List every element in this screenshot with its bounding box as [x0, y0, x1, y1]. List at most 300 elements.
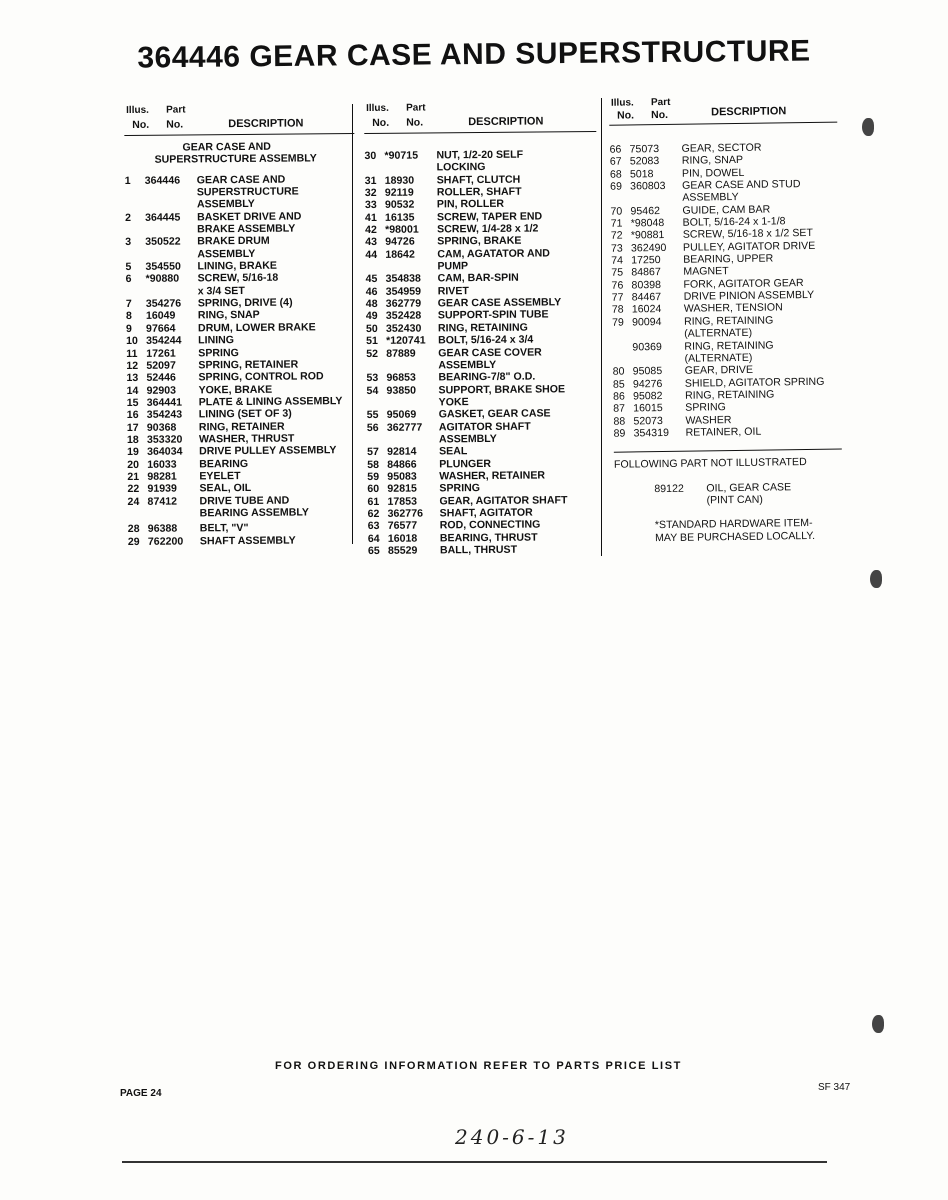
illus-number: 62: [367, 507, 380, 520]
header-part: Part: [406, 102, 426, 114]
part-number: 94726: [385, 235, 415, 249]
illus-number: 42: [365, 223, 377, 237]
part-description: BOLT, 5/16-24 x 1-1/8: [682, 215, 786, 229]
illus-number: 28: [127, 523, 140, 536]
illus-number: 43: [365, 236, 378, 249]
header-part-no: No.: [166, 118, 184, 131]
part-number: 352428: [385, 309, 422, 323]
part-number: *90881: [630, 229, 665, 242]
part-description: DRUM, LOWER BRAKE: [197, 321, 316, 335]
illus-number: [366, 360, 386, 373]
part-description: SUPERSTRUCTURE: [196, 185, 299, 199]
part-description: x 3/4 SET: [197, 284, 245, 298]
part-number: 354243: [146, 408, 183, 422]
illus-number: [125, 199, 145, 212]
part-description: RING, RETAINING: [437, 321, 528, 335]
standard-hardware-note-line1: *STANDARD HARDWARE ITEM-: [654, 517, 813, 532]
part-number: [632, 328, 684, 341]
illus-number: 3: [125, 236, 132, 249]
part-number: [145, 186, 197, 199]
part-description: SHAFT ASSEMBLY: [199, 534, 296, 548]
illus-number: [612, 329, 632, 342]
part-description: RETAINER, OIL: [685, 425, 762, 439]
oil-part-entry: [614, 480, 864, 508]
part-number: 17250: [631, 254, 661, 267]
header-illus-no: No.: [132, 118, 150, 131]
part-description: SUPPORT-SPIN TUBE: [437, 308, 549, 322]
illus-number: [610, 193, 630, 206]
illus-number: 10: [126, 335, 138, 348]
part-number: 364445: [145, 211, 181, 224]
part-description: NUT, 1/2-20 SELF: [436, 148, 524, 162]
part-description: GEAR CASE AND STUD: [682, 178, 801, 192]
part-description: BEARING ASSEMBLY: [199, 506, 309, 520]
part-number: 364034: [147, 445, 183, 459]
part-description: (ALTERNATE): [684, 351, 753, 365]
part-number: 354959: [385, 285, 422, 298]
part-description: WASHER, TENSION: [683, 301, 783, 316]
part-description: SPRING: [198, 346, 239, 359]
part-number: 95085: [632, 365, 663, 378]
part-description: ROLLER, SHAFT: [436, 185, 522, 199]
illus-number: [367, 397, 387, 410]
part-number: [632, 353, 684, 366]
table-row-continuation: [128, 506, 358, 520]
part-number: 95069: [386, 408, 417, 422]
part-number: *120741: [386, 334, 426, 347]
assembly-title: GEAR CASE AND: [182, 140, 271, 154]
part-number: 18642: [385, 248, 415, 261]
illus-number: 7: [125, 298, 132, 311]
part-number: 85529: [387, 544, 418, 557]
illus-number: 58: [367, 458, 380, 471]
part-description: PLUNGER: [439, 457, 492, 470]
part-description: (ALTERNATE): [684, 326, 753, 340]
part-description: SCREW, 5/16-18: [197, 272, 279, 285]
part-number: 362490: [630, 241, 667, 255]
part-description: BEARING, UPPER: [683, 252, 774, 266]
part-description: GUIDE, CAM BAR: [682, 203, 771, 217]
part-number: 90532: [384, 198, 415, 212]
part-description: GEAR CASE AND: [196, 173, 286, 187]
part-number: 91939: [147, 482, 177, 496]
part-description: SPRING, BRAKE: [437, 235, 522, 248]
part-description: PLATE & LINING ASSEMBLY: [198, 394, 343, 409]
column-divider: [601, 98, 602, 556]
parts-rows: [610, 140, 864, 440]
part-number: 354276: [145, 297, 182, 310]
part-description: ASSEMBLY: [438, 432, 497, 446]
part-number: 354838: [385, 272, 421, 286]
part-number: 354319: [633, 426, 670, 440]
illus-number: 64: [367, 532, 380, 545]
illus-number: 71: [610, 217, 623, 230]
part-number: 92815: [387, 482, 417, 496]
part-description: FORK, AGITATOR GEAR: [683, 276, 804, 291]
illus-number: 60: [367, 483, 380, 496]
part-number: 97664: [145, 322, 176, 335]
part-number: 90369: [632, 340, 662, 353]
part-description: PUMP: [437, 260, 469, 273]
illus-number: [612, 353, 632, 366]
part-description: SCREW, TAPER END: [436, 210, 543, 224]
part-description: ASSEMBLY: [438, 358, 497, 372]
part-number: 75073: [629, 143, 660, 156]
handwritten-note: 240-6-13: [455, 1125, 569, 1149]
illus-number: 41: [364, 211, 377, 224]
illus-number: [125, 224, 145, 237]
illus-number: 59: [367, 470, 380, 483]
part-number: 89122: [654, 482, 684, 495]
part-description: BRAKE ASSEMBLY: [197, 222, 296, 236]
part-number: 16049: [145, 310, 176, 323]
header-illus: Illus.: [366, 102, 389, 115]
part-description: PIN, ROLLER: [436, 198, 505, 211]
header-illus: Illus.: [126, 104, 149, 116]
header-illus-no: No.: [372, 116, 390, 129]
part-description: PIN, DOWEL: [681, 166, 745, 180]
part-description: ASSEMBLY: [197, 247, 256, 261]
illus-number: 86: [612, 390, 625, 403]
part-description: SEAL: [439, 445, 468, 458]
illus-number: 74: [611, 254, 624, 267]
part-number: [145, 248, 197, 261]
part-description: BALL, THRUST: [439, 543, 518, 557]
part-description: DRIVE PINION ASSEMBLY: [683, 289, 815, 303]
part-number: 16015: [633, 402, 663, 415]
illus-number: 80: [612, 365, 625, 378]
illus-number: 49: [365, 310, 378, 323]
illus-number: 68: [609, 168, 622, 181]
part-number: 96388: [147, 522, 178, 536]
illus-number: 87: [613, 402, 626, 415]
part-description: GEAR CASE COVER: [438, 345, 542, 359]
punch-hole-mark: [872, 1015, 884, 1033]
illus-number: 55: [366, 409, 379, 422]
part-description: LINING, BRAKE: [197, 259, 277, 273]
part-description: SPRING, CONTROL ROD: [198, 370, 324, 384]
part-number: *90715: [384, 149, 419, 162]
part-number: 364446: [144, 174, 181, 187]
part-number: 95082: [632, 389, 663, 403]
illus-number: 22: [127, 483, 140, 496]
part-description-line: (PINT CAN): [706, 493, 763, 507]
illus-number: 73: [610, 242, 623, 255]
illus-number: [125, 249, 145, 262]
illus-number: 72: [610, 229, 623, 243]
part-number: 92119: [384, 186, 414, 199]
part-description: SHIELD, AGITATOR SPRING: [684, 375, 825, 390]
part-number: 17853: [387, 495, 418, 508]
column-header: [609, 94, 859, 127]
part-number: 5018: [629, 167, 654, 181]
part-description: SEAL, OIL: [199, 482, 252, 495]
part-description: SPRING: [439, 482, 481, 495]
illus-number: [365, 261, 385, 274]
part-description: GEAR, AGITATOR SHAFT: [439, 493, 568, 508]
part-number: 18930: [384, 174, 415, 187]
part-number: 80398: [631, 278, 662, 292]
part-description: LOCKING: [436, 161, 486, 174]
illus-number: 57: [367, 446, 379, 459]
part-description: MAGNET: [683, 265, 729, 279]
part-number: 16135: [384, 211, 415, 224]
illus-number: 9: [125, 322, 132, 335]
illus-number: 75: [611, 267, 624, 280]
illus-number: 15: [126, 396, 139, 409]
header-description: DESCRIPTION: [228, 117, 304, 131]
illus-number: [125, 187, 145, 200]
part-description: RING, RETAINING: [684, 338, 774, 353]
part-number: 84867: [631, 266, 661, 279]
part-number: 354550: [145, 260, 181, 273]
part-number: 87889: [386, 347, 416, 360]
part-number: 360803: [630, 180, 666, 193]
part-description: ASSEMBLY: [682, 191, 739, 205]
part-description: BEARING-7/8" O.D.: [438, 370, 536, 384]
illus-number: 16: [126, 409, 139, 422]
illus-number: 2: [125, 211, 132, 224]
part-number: 84467: [631, 291, 662, 304]
part-description: LINING: [198, 334, 235, 347]
part-number: [385, 162, 437, 175]
part-number: [148, 507, 200, 520]
illus-number: 79: [611, 316, 624, 329]
standard-hardware-note-line2: MAY BE PURCHASED LOCALLY.: [654, 529, 816, 544]
illus-number: 51: [366, 335, 378, 348]
part-number: 52083: [629, 155, 660, 168]
illus-number: 1: [124, 174, 131, 187]
part-number: [387, 396, 439, 409]
part-number: [146, 285, 198, 298]
not-illustrated-note: FOLLOWING PART NOT ILLUSTRATED: [614, 449, 842, 472]
part-description: WASHER, THRUST: [198, 432, 295, 446]
header-part: Part: [650, 96, 671, 109]
illus-number: [612, 341, 632, 354]
part-number: [145, 199, 197, 212]
part-number: 90368: [146, 421, 177, 434]
part-description: SPRING, RETAINER: [198, 358, 299, 372]
illus-number: 46: [365, 285, 378, 298]
part-description: ROD, CONNECTING: [439, 518, 541, 532]
illus-number: 20: [127, 458, 140, 471]
part-number: 17261: [146, 347, 176, 360]
part-description: AGITATOR SHAFT: [438, 420, 531, 433]
illus-number: 19: [127, 446, 139, 459]
part-description: RING, RETAINING: [683, 314, 774, 328]
illus-number: 52: [366, 347, 379, 360]
part-description: GEAR, DRIVE: [684, 363, 754, 377]
part-description: WASHER: [685, 413, 732, 427]
illus-number: [128, 508, 148, 521]
part-description: BELT, "V": [199, 522, 249, 535]
part-number: 76577: [387, 519, 418, 533]
part-number: [630, 192, 682, 205]
illus-number: 66: [609, 143, 622, 156]
part-number: 93850: [386, 384, 417, 397]
part-number: 52073: [633, 414, 663, 428]
header-part-no: No.: [651, 108, 669, 122]
part-description: GASKET, GEAR CASE: [438, 407, 551, 421]
illus-number: 30: [364, 149, 377, 163]
bottom-rule: [122, 1161, 827, 1163]
part-description: SPRING: [685, 401, 726, 414]
illus-number: 17: [126, 421, 139, 434]
illus-number: 61: [367, 495, 380, 508]
part-number: 354244: [146, 334, 182, 347]
parts-column-3: [609, 94, 865, 544]
illus-number: 78: [611, 304, 624, 317]
part-number: 16033: [147, 458, 177, 471]
part-number: 352430: [385, 322, 422, 335]
illus-number: 65: [367, 544, 380, 558]
part-description: BRAKE DRUM: [197, 235, 270, 248]
illus-number: [367, 434, 387, 447]
part-description: RING, RETAINING: [684, 388, 775, 402]
part-description: RING, SNAP: [197, 309, 260, 322]
illus-number: 44: [365, 248, 378, 261]
header-illus: Illus.: [610, 97, 634, 109]
part-number: 362776: [387, 507, 424, 520]
illus-number: 48: [365, 298, 378, 311]
part-description: SCREW, 5/16-18 x 1/2 SET: [682, 227, 814, 242]
part-description: BEARING, THRUST: [439, 531, 538, 545]
part-number: 364441: [146, 396, 183, 409]
illus-number: 53: [366, 372, 379, 385]
part-number: *90880: [145, 272, 180, 286]
page-title: 364446 GEAR CASE AND SUPERSTRUCTURE: [137, 34, 811, 75]
illus-number: 21: [127, 470, 140, 483]
part-number: 92903: [146, 384, 177, 397]
illus-number: 76: [611, 279, 624, 292]
part-description: BEARING: [199, 457, 249, 470]
part-description: CAM, BAR-SPIN: [437, 272, 519, 285]
part-description: YOKE: [438, 395, 469, 409]
illus-number: 69: [610, 180, 623, 193]
part-number: 52097: [146, 359, 176, 372]
part-description: OIL, GEAR CASE: [706, 480, 792, 495]
part-description: EYELET: [199, 469, 241, 483]
header-description: DESCRIPTION: [468, 115, 544, 129]
illus-number: 12: [126, 359, 139, 372]
header-part: Part: [166, 104, 186, 116]
illus-number: [126, 286, 146, 299]
part-description: BASKET DRIVE AND: [197, 210, 302, 224]
part-description: DRIVE TUBE AND: [199, 494, 290, 507]
page-number: PAGE 24: [120, 1088, 162, 1099]
part-description: RIVET: [437, 284, 469, 298]
illus-number: 70: [610, 205, 623, 218]
part-number: 350522: [145, 235, 181, 249]
part-number: 92814: [387, 445, 417, 459]
illus-number: 24: [127, 495, 140, 508]
part-number: 95083: [387, 470, 417, 483]
part-description: SCREW, 1/4-28 x 1/2: [437, 222, 539, 236]
part-number: 84866: [387, 458, 417, 471]
part-description: WASHER, RETAINER: [439, 469, 546, 483]
illus-number: 18: [126, 433, 139, 446]
standard-hardware-note: [615, 517, 865, 545]
column-divider: [352, 104, 353, 544]
illus-number: 67: [609, 155, 622, 169]
parts-column-2: [364, 101, 600, 557]
column-header: [364, 101, 596, 134]
punch-hole-mark: [870, 570, 882, 588]
illus-number: 56: [366, 421, 379, 434]
part-number: 52446: [146, 371, 176, 385]
assembly-title-line2: SUPERSTRUCTURE ASSEMBLY: [154, 152, 317, 167]
part-description: CAM, AGATATOR AND: [437, 247, 550, 261]
part-description: PULLEY, AGITATOR DRIVE: [682, 239, 816, 254]
part-number: [386, 359, 438, 372]
part-number: 353320: [146, 433, 183, 446]
column-header: [124, 103, 354, 136]
part-number: *98001: [385, 223, 419, 236]
part-description: SHAFT, CLUTCH: [436, 173, 521, 187]
illus-number: 88: [613, 415, 626, 428]
illus-number: 6: [125, 273, 132, 286]
part-number: 98281: [147, 470, 177, 483]
illus-number: 14: [126, 384, 139, 397]
part-number: 16018: [387, 532, 418, 545]
part-description: RING, SNAP: [681, 154, 744, 168]
part-number: 362779: [385, 297, 422, 310]
parts-column-1: [124, 103, 358, 548]
illus-number: 31: [364, 174, 377, 187]
illus-number: 63: [367, 520, 380, 533]
part-number: 762200: [147, 535, 184, 548]
illus-number: 50: [365, 322, 378, 335]
parts-rows: [125, 173, 358, 548]
part-description: SHAFT, AGITATOR: [439, 506, 533, 520]
header-description: DESCRIPTION: [711, 105, 787, 119]
part-number: 362777: [386, 421, 423, 434]
part-number: 90094: [631, 315, 662, 329]
part-number: 95462: [630, 204, 661, 218]
table-row: [613, 424, 863, 440]
document-code: SF 347: [818, 1082, 851, 1093]
part-description: YOKE, BRAKE: [198, 383, 273, 396]
part-number: 87412: [147, 495, 178, 508]
illus-number: 85: [612, 378, 625, 391]
part-number: 96853: [386, 371, 416, 385]
table-row: [368, 543, 600, 557]
illus-number: 5: [125, 261, 132, 274]
part-number: *98048: [630, 217, 665, 230]
illus-number: 32: [364, 186, 377, 200]
part-number: 94276: [632, 377, 663, 390]
ordering-note: FOR ORDERING INFORMATION REFER TO PARTS PRICE LIST: [275, 1060, 682, 1072]
illus-number: 11: [126, 347, 138, 360]
table-row: [128, 534, 358, 548]
part-description: BOLT, 5/16-24 x 3/4: [438, 333, 534, 347]
part-description: RING, RETAINER: [198, 420, 285, 433]
illus-number: 45: [365, 273, 378, 286]
illus-number: 8: [125, 310, 132, 323]
header-illus-no: No.: [617, 109, 635, 122]
illus-number: 77: [611, 291, 624, 304]
part-description: SPRING, DRIVE (4): [197, 296, 293, 310]
illus-number: 33: [364, 199, 377, 212]
punch-hole-mark: [862, 118, 874, 136]
part-description: LINING (SET OF 3): [198, 407, 292, 421]
part-description: ASSEMBLY: [196, 198, 255, 211]
parts-rows: [364, 148, 600, 557]
part-number: 16024: [631, 303, 662, 316]
illus-number: 89: [613, 427, 626, 440]
illus-number: [365, 162, 385, 175]
illus-number: 13: [126, 372, 139, 385]
